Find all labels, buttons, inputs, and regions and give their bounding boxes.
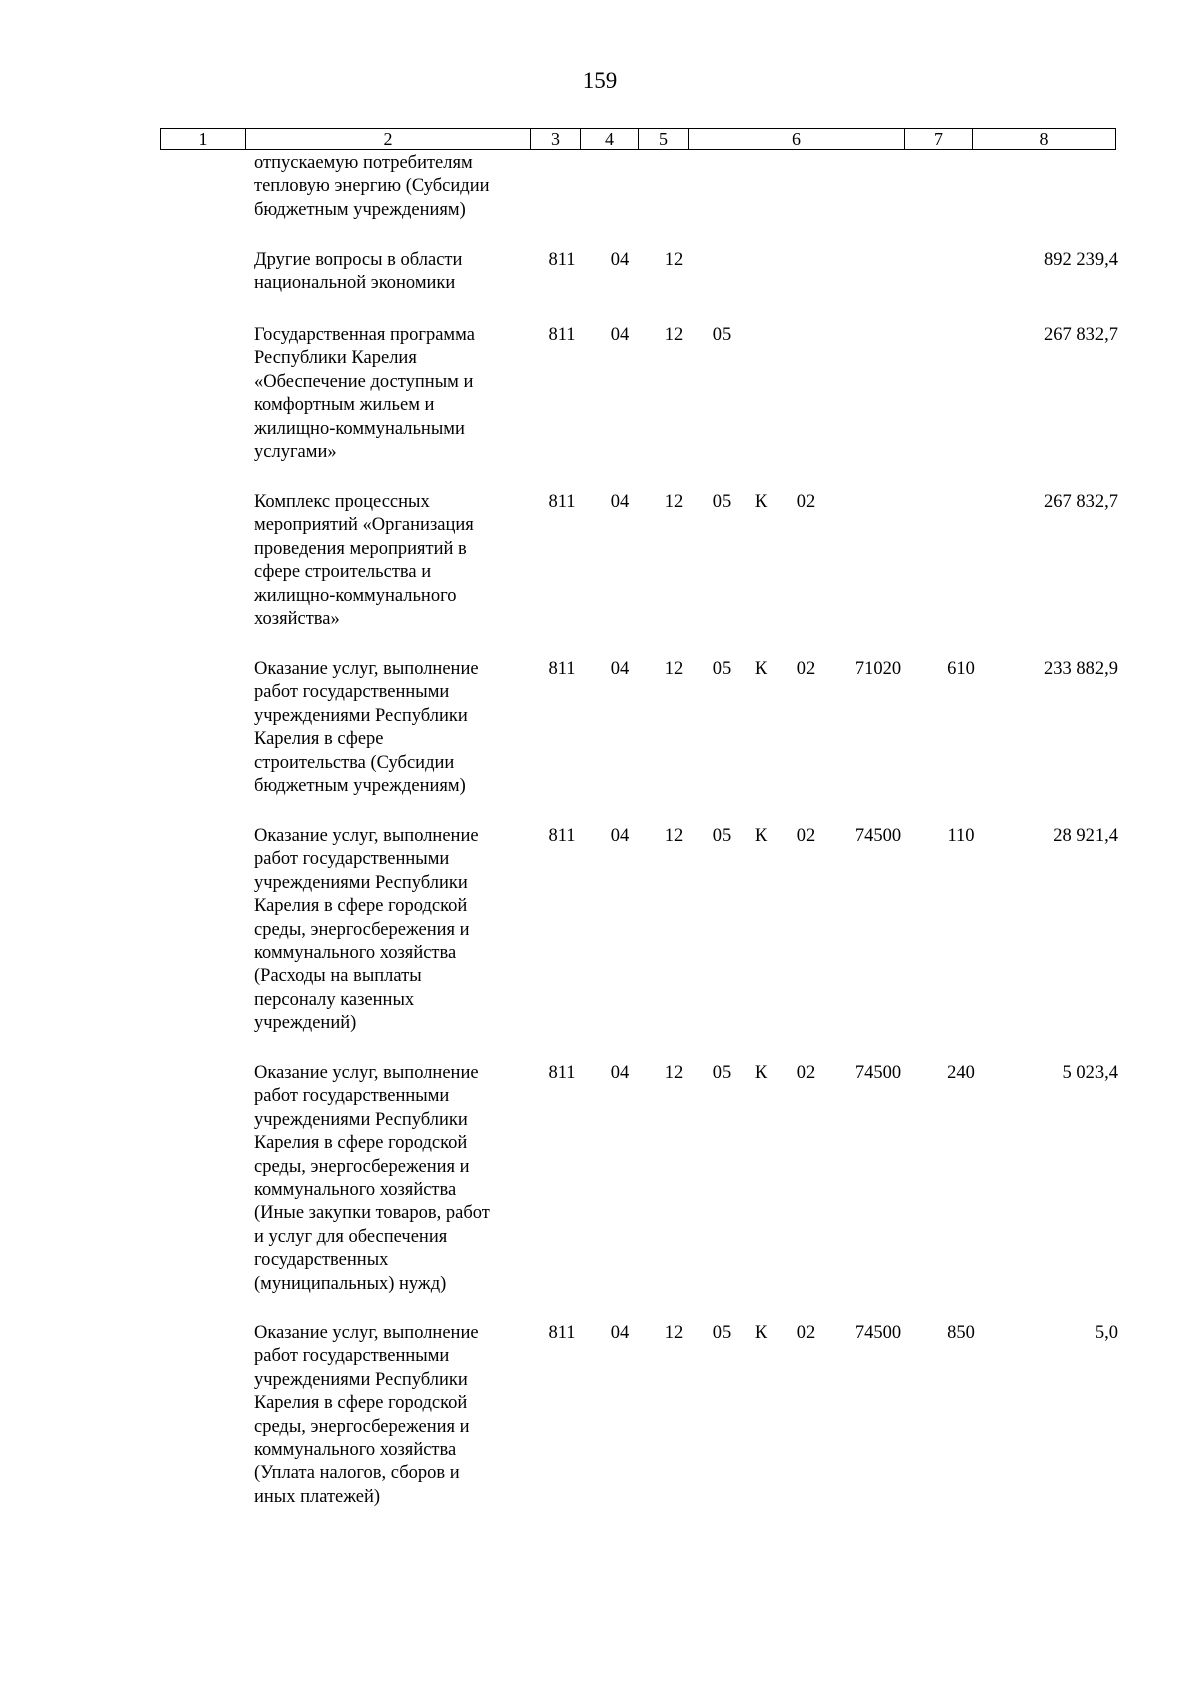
cell-amount: 5 023,4 (1062, 1063, 1118, 1083)
row-description: отпускаемую потребителям тепловую энергию (Субсидии бюджетным учреждениям) (254, 153, 490, 220)
column-header-table (160, 128, 1116, 150)
cell-activity-code: 02 (796, 492, 816, 512)
cell-ministry-code: 811 (548, 1323, 576, 1343)
row-description: Оказание услуг, выполнение работ государственными учреждениями Республики Карелия в сфере строительства (Субсидии бюджетным учреждениям) (254, 659, 479, 797)
cell-expense-type: 110 (947, 826, 975, 846)
cell-ministry-code: 811 (548, 1063, 576, 1083)
cell-direction-code: 74500 (854, 1323, 902, 1343)
col-header-5: 5 (639, 129, 689, 150)
cell-program-code: 05 (712, 492, 732, 512)
cell-section: 04 (610, 250, 630, 270)
col-header-1: 1 (161, 129, 246, 150)
col-header-7: 7 (905, 129, 973, 150)
cell-subprogram-letter: К (754, 826, 768, 846)
cell-activity-code: 02 (796, 659, 816, 679)
col-header-8: 8 (973, 129, 1116, 150)
cell-subsection: 12 (664, 250, 684, 270)
cell-subsection: 12 (664, 1063, 684, 1083)
column-header-row (161, 129, 1116, 150)
cell-ministry-code: 811 (548, 325, 576, 345)
cell-expense-type: 610 (947, 659, 975, 679)
cell-ministry-code: 811 (548, 492, 576, 512)
cell-section: 04 (610, 1323, 630, 1343)
page-number: 159 (582, 68, 618, 93)
col-header-3: 3 (531, 129, 581, 150)
cell-section: 04 (610, 659, 630, 679)
cell-expense-type: 850 (947, 1323, 975, 1343)
cell-amount: 892 239,4 (1044, 250, 1118, 270)
cell-amount: 233 882,9 (1044, 659, 1118, 679)
row-description: Оказание услуг, выполнение работ государственными учреждениями Республики Карелия в сфере городской среды, энергосбережения и коммунального хозяйства (Уплата налогов, сборов и иных платежей) (254, 1323, 479, 1507)
cell-activity-code: 02 (796, 1323, 816, 1343)
row-description: Другие вопросы в области национальной экономики (254, 250, 463, 294)
cell-direction-code: 74500 (854, 1063, 902, 1083)
cell-ministry-code: 811 (548, 659, 576, 679)
cell-section: 04 (610, 826, 630, 846)
cell-subsection: 12 (664, 1323, 684, 1343)
col-header-4: 4 (581, 129, 639, 150)
row-description: Оказание услуг, выполнение работ государственными учреждениями Республики Карелия в сфере городской среды, энергосбережения и коммунального хозяйства (Расходы на выплаты персоналу казенных учреждений) (254, 826, 479, 1034)
row-description: Оказание услуг, выполнение работ государственными учреждениями Республики Карелия в сфере городской среды, энергосбережения и коммунального хозяйства (Иные закупки товаров, работ и услуг для обеспечения государственных (муниципальных) нужд) (254, 1063, 490, 1294)
cell-section: 04 (610, 1063, 630, 1083)
cell-expense-type: 240 (947, 1063, 975, 1083)
cell-subprogram-letter: К (754, 1063, 768, 1083)
row-description: Комплекс процессных мероприятий «Организация проведения мероприятий в сфере строительства и жилищно-коммунального хозяйства» (254, 492, 474, 630)
cell-subsection: 12 (664, 492, 684, 512)
cell-section: 04 (610, 492, 630, 512)
cell-section: 04 (610, 325, 630, 345)
cell-ministry-code: 811 (548, 826, 576, 846)
cell-program-code: 05 (712, 325, 732, 345)
cell-program-code: 05 (712, 659, 732, 679)
cell-subsection: 12 (664, 826, 684, 846)
cell-subprogram-letter: К (754, 1323, 768, 1343)
cell-program-code: 05 (712, 1063, 732, 1083)
cell-subprogram-letter: К (754, 492, 768, 512)
cell-amount: 267 832,7 (1044, 492, 1118, 512)
cell-activity-code: 02 (796, 1063, 816, 1083)
cell-activity-code: 02 (796, 826, 816, 846)
row-description: Государственная программа Республики Карелия «Обеспечение доступным и комфортным жильем и жилищно-коммунальными услугами» (254, 325, 475, 463)
cell-amount: 267 832,7 (1044, 325, 1118, 345)
cell-program-code: 05 (712, 826, 732, 846)
col-header-2: 2 (246, 129, 531, 150)
cell-program-code: 05 (712, 1323, 732, 1343)
cell-subsection: 12 (664, 659, 684, 679)
cell-direction-code: 74500 (854, 826, 902, 846)
cell-direction-code: 71020 (854, 659, 902, 679)
cell-amount: 28 921,4 (1053, 826, 1118, 846)
col-header-6: 6 (689, 129, 905, 150)
cell-subprogram-letter: К (754, 659, 768, 679)
cell-amount: 5,0 (1094, 1323, 1118, 1343)
cell-ministry-code: 811 (548, 250, 576, 270)
cell-subsection: 12 (664, 325, 684, 345)
